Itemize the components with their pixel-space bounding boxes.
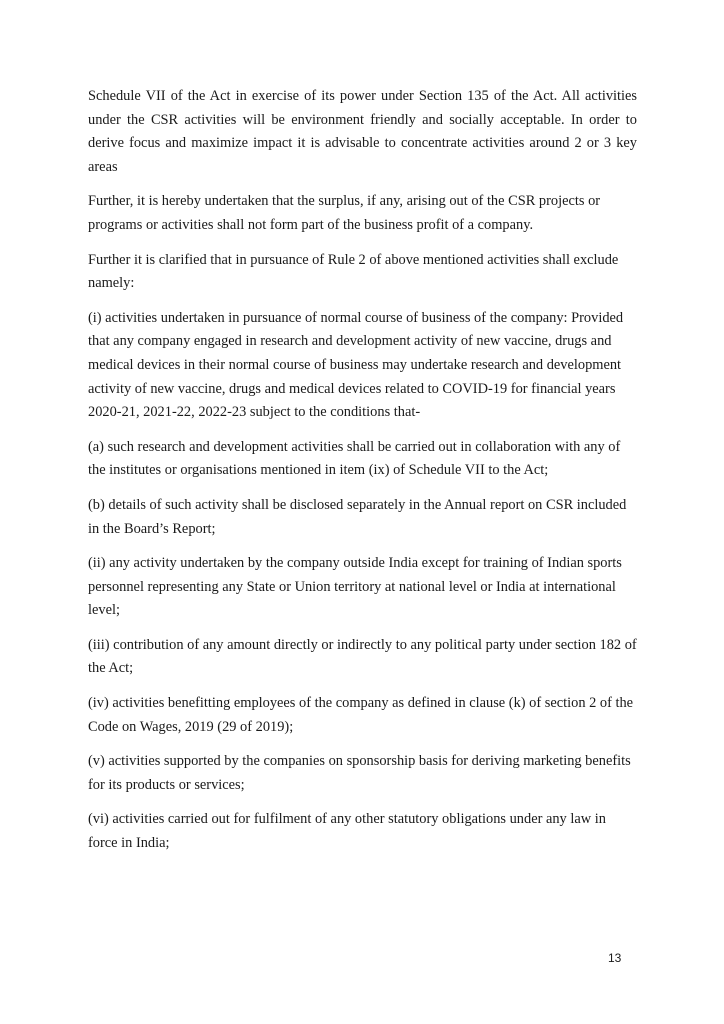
paragraph-exclusions-intro: Further it is clarified that in pursuance of Rule 2 of above mentioned activities shall exclude namely: <box>88 251 619 292</box>
paragraph-item-ii: (ii) any activity undertaken by the company outside India except for training of Indian sports personnel representing any State or Union territory at national level or India at international level; <box>88 555 622 619</box>
paragraph-item-vi: (vi) activities carried out for fulfilment of any other statutory obligations under any law in force in India; <box>88 811 606 852</box>
paragraph-schedule-vii: Schedule VII of the Act in exercise of its power under Section 135 of the Act. All activities under the CSR activities will be environment friendly and socially acceptable. In order to derive focus and maximize impact it is advisable to concentrate activities around 2 or 3 key areas <box>88 88 637 175</box>
paragraph-item-i: (i) activities undertaken in pursuance of normal course of business of the company: Provided that any company engaged in research and development activity of new vaccine, drugs and medical devices in their normal course of business may undertake research and development activity of new vaccine, drugs and medical devices related to COVID-19 for financial years 2020-21, 2021-22, 2022-23 subject to the conditions that- <box>88 309 624 421</box>
paragraph-item-a: (a) such research and development activities shall be carried out in collaboration with any of the institutes or organisations mentioned in item (ix) of Schedule VII to the Act; <box>88 438 621 479</box>
paragraph-item-iii: (iii) contribution of any amount directly or indirectly to any political party under section 182 of the Act; <box>88 636 637 677</box>
page-number: 13 <box>608 951 622 965</box>
document-body <box>88 85 637 867</box>
paragraph-item-iv: (iv) activities benefitting employees of the company as defined in clause (k) of section 2 of the Code on Wages, 2019 (29 of 2019); <box>88 695 634 735</box>
paragraph-item-v: (v) activities supported by the companies on sponsorship basis for deriving marketing benefits for its products or services; <box>88 753 631 793</box>
paragraph-surplus: Further, it is hereby undertaken that the surplus, if any, arising out of the CSR projects or programs or activities shall not form part of the business profit of a company. <box>88 193 601 233</box>
paragraph-item-b: (b) details of such activity shall be disclosed separately in the Annual report on CSR included in the Board’s Report; <box>88 496 627 537</box>
